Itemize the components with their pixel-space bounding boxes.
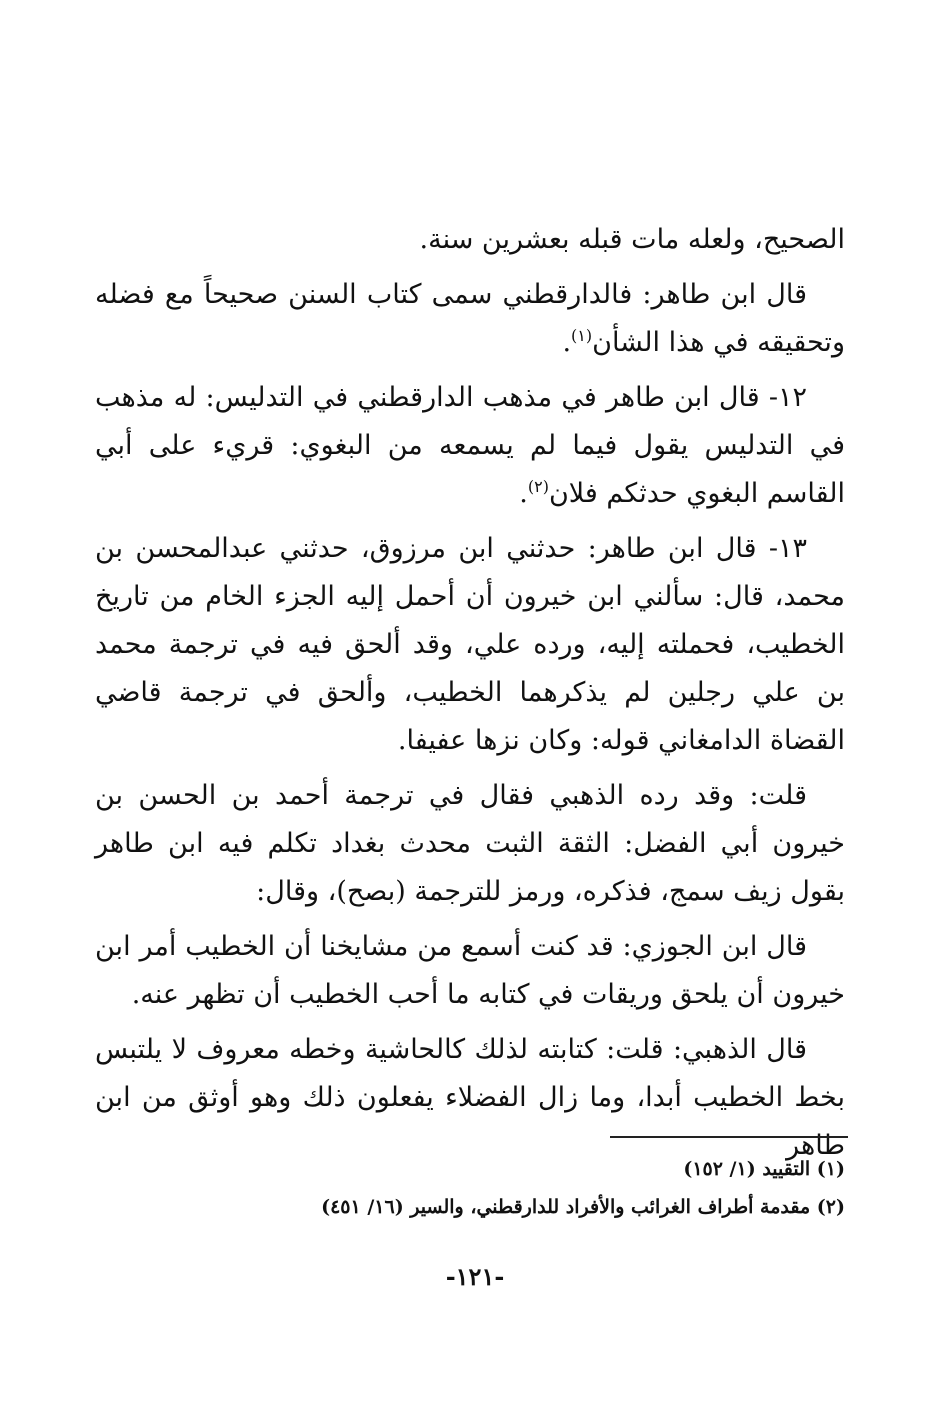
paragraph-6-text: قال ابن الجوزي: قد كنت أسمع من مشايخنا أن الخطيب أمر ابن خيرون أن يلحق وريقات في كتابه ما أحب الخطيب أن تظهر عنه. bbox=[95, 931, 845, 1010]
paragraph-3 bbox=[95, 374, 845, 518]
paragraph-3-end: . bbox=[519, 478, 528, 509]
paragraph-1 bbox=[95, 216, 845, 264]
footnotes bbox=[95, 1150, 845, 1226]
page-number: -١٢١- bbox=[445, 1262, 505, 1291]
paragraph-5 bbox=[95, 772, 845, 916]
paragraph-2 bbox=[95, 271, 845, 367]
paragraph-2-text: قال ابن طاهر: فالدارقطني سمى كتاب السنن صحيحاً مع فضله وتحقيقه في هذا الشأن bbox=[95, 279, 845, 358]
footnote-2: (٢) مقدمة أطراف الغرائب والأفراد للدارقطني، والسير (١٦/ ٤٥١) bbox=[321, 1196, 845, 1218]
body-text bbox=[95, 216, 845, 1177]
paragraph-6 bbox=[95, 923, 845, 1019]
footnote-ref-2[interactable]: (٢) bbox=[527, 477, 549, 496]
footnote-divider bbox=[610, 1136, 848, 1138]
paragraph-3-text: ١٢- قال ابن طاهر في مذهب الدارقطني في التدليس: له مذهب في التدليس يقول فيما لم يسمعه من البغوي: قريء على أبي القاسم البغوي حدثكم فلان bbox=[95, 382, 845, 509]
paragraph-7-text: قال الذهبي: قلت: كتابته لذلك كالحاشية وخطه معروف لا يلتبس بخط الخطيب أبدا، وما زال الفضلاء يفعلون ذلك وهو أوثق من ابن طاهر bbox=[95, 1034, 845, 1161]
footnote-1: (١) التقييد (١/ ١٥٢) bbox=[683, 1158, 845, 1180]
paragraph-4 bbox=[95, 525, 845, 765]
paragraph-2-end: . bbox=[562, 327, 572, 358]
footnote-ref-1[interactable]: (١) bbox=[571, 326, 593, 345]
paragraph-5-text: قلت: وقد رده الذهبي فقال في ترجمة أحمد بن الحسن بن خيرون أبي الفضل: الثقة الثبت محدث بغداد تكلم فيه ابن طاهر بقول زيف سمج، فذكره، ورمز للترجمة (بصح)، وقال: bbox=[95, 780, 845, 907]
paragraph-7 bbox=[95, 1026, 845, 1170]
paragraph-4-text: ١٣- قال ابن طاهر: حدثني ابن مرزوق، حدثني عبدالمحسن بن محمد، قال: سألني ابن خيرون أن أحمل إليه الجزء الخام من تاريخ الخطيب، فحملته إليه، ورده علي، وقد ألحق فيه في ترجمة محمد بن علي رجلين لم يذكرهما الخطيب، وألحق في ترجمة قاضي القضاة الدامغاني قوله: وكان نزها عفيفا. bbox=[95, 533, 845, 756]
paragraph-1-text: الصحيح، ولعله مات قبله بعشرين سنة. bbox=[419, 224, 845, 255]
